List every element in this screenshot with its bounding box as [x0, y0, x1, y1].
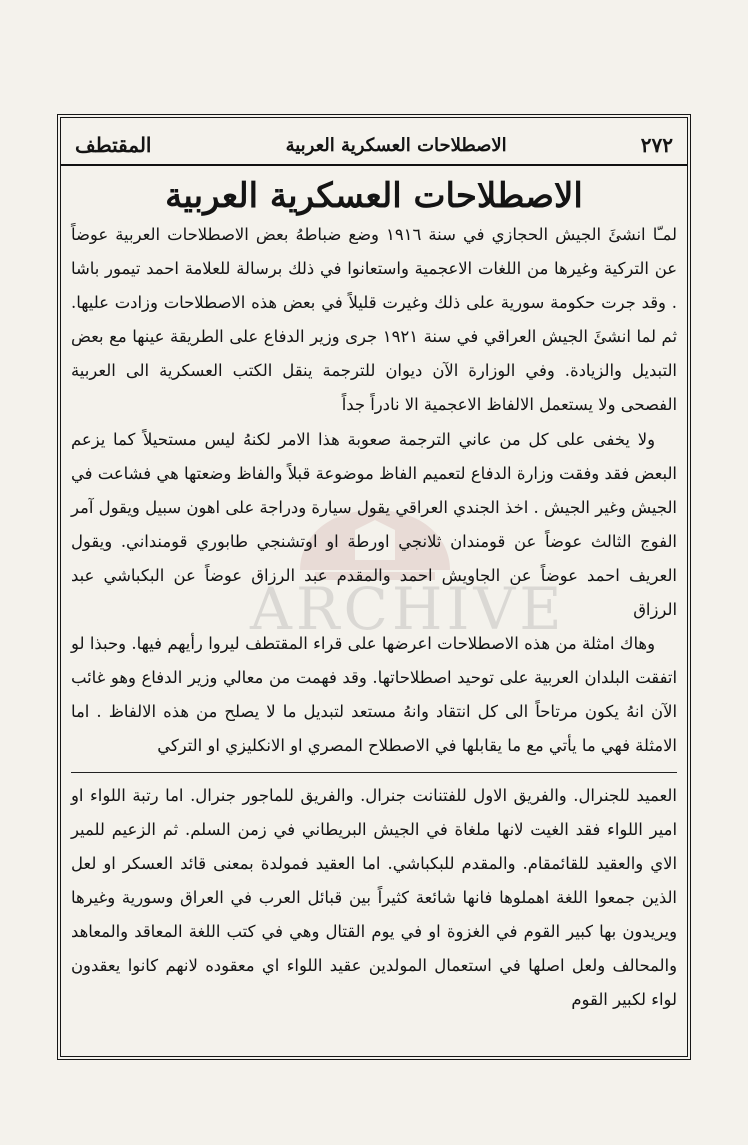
- archive-watermark-text: ARCHIVE: [250, 575, 566, 643]
- header-rule: [61, 164, 687, 166]
- page-number: ٢٧٢: [640, 133, 673, 157]
- article-title: الاصطلاحات العسكرية العربية: [165, 176, 583, 216]
- journal-name: المقتطف: [75, 133, 152, 157]
- running-head: [71, 126, 677, 164]
- section-divider: [71, 772, 677, 773]
- paragraph-1: لمـّا انشئَ الجيش الحجازي في سنة ١٩١٦ وضع ضباطهُ بعض الاصطلاحات العربية عوضاً عن التركية وغيرها من اللغات الاعجمية واستعانوا في ذلك برسالة للعلامة احمد تيمور باشا . وقد جرت حكومة سورية على ذلك وغيرت قليلاً في بعض هذه الاصطلاحات وزادت عليها. ثم لما انشئَ الجيش العراقي في سنة ١٩٢١ جرى وزير الدفاع على الطريقة عينها مع بعض التبديل والزيادة. وفي الوزارة الآن ديوان للترجمة ينقل الكتب العسكرية الى العربية الفصحى ولا يستعمل الالفاظ الاعجمية الا نادراً جداً: [71, 225, 678, 415]
- paragraph-3: وهاك امثلة من هذه الاصطلاحات اعرضها على قراء المقتطف ليروا رأيهم فيها. وحبذا لو اتفقت البلدان العربية على توحيد اصطلاحاتها. وقد فهمت من معالي وزير الدفاع وهو غائب الآن انهُ يكون مرتاحاً الى كل انتقاد وانهُ مستعد لتبديل ما لا يصلح من هذه الالفاظ . اما الامثلة فهي ما يأتي مع ما يقابلها في الاصطلاح المصري او الانكليزي او التركي: [71, 634, 677, 756]
- article-body: [71, 218, 677, 1017]
- running-title: الاصطلاحات العسكرية العربية: [285, 134, 507, 156]
- page-frame: [57, 114, 691, 1060]
- paragraph-4: العميد للجنرال. والفريق الاول للفتنانت جنرال. والفريق للماجور جنرال. اما رتبة اللواء او امير اللواء فقد الغيت لانها ملغاة في الجيش البريطاني في زمن السلم. ثم الزعيم للمير الاي والعقيد للقائمقام. والمقدم للبكباشي. اما العقيد فمولدة بمعنى قائد العسكر او لعل الذين جمعوا اللغة اهملوها فانها شائعة كثيراً بين قبائل العرب في العراق وسورية وغيرها ويريدون بها كبير القوم في الغزوة او في يوم القتال وهي في كتب اللغة المعاقد والمعاهد والمحالف ولعل اصلها في استعمال المولدين عقيد اللواء اي معقوده لانهم كانوا يعقدون لواء لكبير القوم: [71, 785, 677, 1010]
- paragraph-2: ولا يخفى على كل من عاني الترجمة صعوبة هذا الامر لكنهُ ليس مستحيلاً كما يزعم البعض فقد وفقت وزارة الدفاع لتعميم الفاظ موضوعة قبلاً والفاظ وضعتها هي فشاعت في الجيش وغير الجيش . اخذ الجندي العراقي يقول سيارة ودراجة على اهون سبيل ويقول آمر الفوج الثالث عوضاً عن قومندان ثلانجي اورطة او اوتشنجي طابوري قومنداني. ويقول العريف احمد عوضاً عن الجاويش احمد والمقدم عبد الرزاق عوضاً عن البكباشي عبد الرزاق: [71, 429, 677, 620]
